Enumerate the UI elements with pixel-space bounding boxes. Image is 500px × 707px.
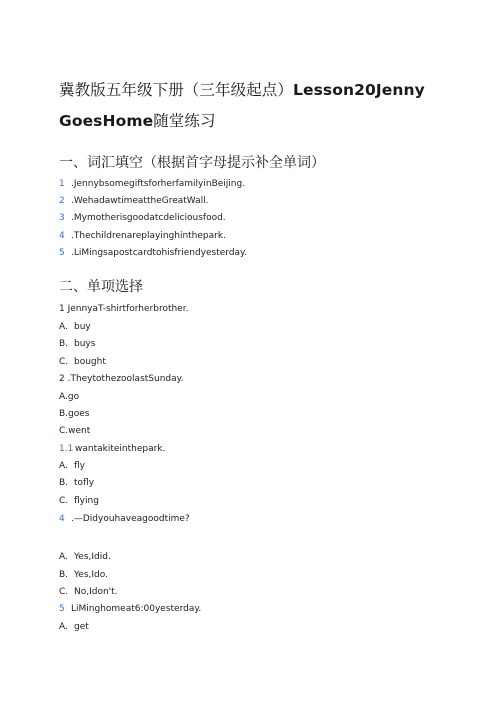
question-2-option-a: A.go [59, 392, 80, 402]
title-goeshome: GoesHome [59, 112, 154, 130]
section-2-heading: 二、单项选择 [59, 279, 143, 295]
question-4-option-b: B. Yes,Ido. [59, 570, 108, 580]
vocab-item-3: 3 .Mymotherisgoodatcdeliciousfood. [59, 213, 226, 223]
question-1-option-a: A. buy [59, 322, 91, 332]
vocab-item-1: 1 .JennybsomegiftsforherfamilyinBeijing. [59, 179, 246, 189]
question-5-stem: 5 LiMinghomeat6:00yesterday. [59, 604, 202, 614]
vocab-item-4: 4 .Thechildrenareplayinghinthepark. [59, 231, 226, 241]
question-3-option-c: C. flying [59, 496, 99, 506]
question-5-option-a: A. get [59, 622, 89, 632]
question-2-stem: 2 .TheytothezoolastSunday. [59, 374, 184, 384]
question-2-option-b: B.goes [59, 409, 90, 419]
question-1-stem: 1 JennyaT-shirtforherbrother. [59, 304, 189, 314]
question-1-option-b: B. buys [59, 339, 96, 349]
question-3-stem: 1.1 wantakiteinthepark. [59, 444, 166, 454]
vocab-item-5: 5 .LiMingsapostcardtohisfriendyesterday. [59, 248, 247, 258]
question-3-option-b: B. tofly [59, 478, 95, 488]
question-2-option-c: C.went [59, 426, 91, 436]
page-title-line-1 [59, 78, 425, 100]
title-lesson: Lesson20Jenny [293, 81, 425, 99]
section-1-heading: 一、词汇填空（根据首字母提示补全单词） [59, 155, 325, 171]
question-4-option-a: A. Yes,Idid. [59, 552, 111, 562]
question-3-option-a: A. fly [59, 461, 85, 471]
question-1-option-c: C. bought [59, 357, 106, 367]
title-chinese: 冀教版五年级下册（三年级起点） [59, 81, 294, 99]
page-title-line-2 [59, 109, 216, 131]
question-4-option-c: C. No,Idon't. [59, 587, 118, 597]
vocab-item-2: 2 .WehadawtimeattheGreatWall. [59, 196, 209, 206]
title-practice: 随堂练习 [153, 112, 216, 130]
question-4-stem: 4 .—Didyouhaveagoodtime? [59, 514, 190, 524]
